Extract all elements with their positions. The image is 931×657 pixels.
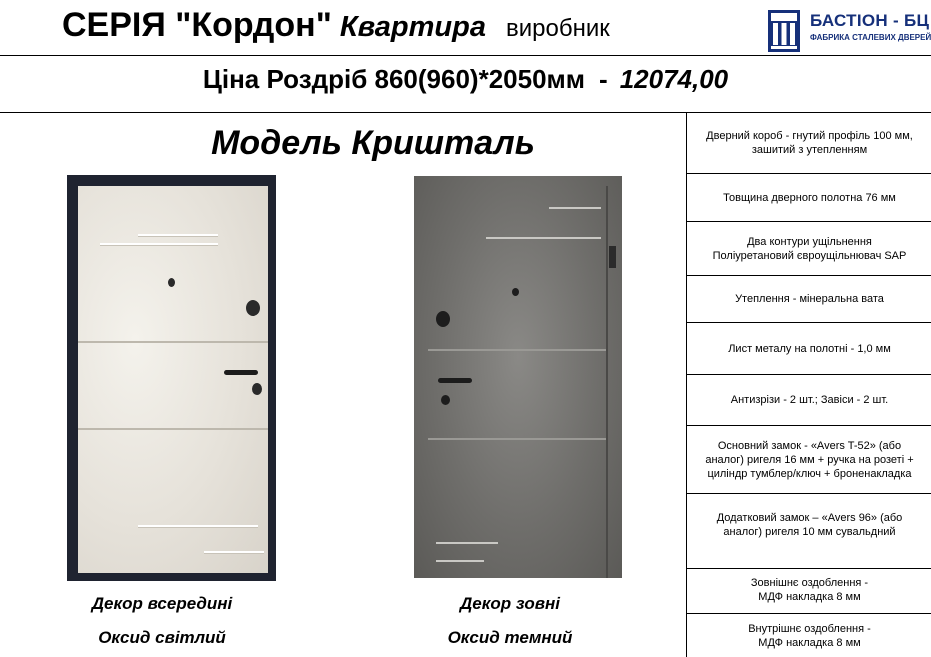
peephole-icon — [512, 288, 519, 296]
caption-inside-decor: Декор всередині — [91, 594, 233, 613]
caption-inside-color: Оксид світлий — [98, 628, 226, 647]
decor-stroke — [436, 560, 484, 562]
decor-stroke — [549, 207, 601, 209]
decor-stroke — [138, 525, 258, 527]
lock-cylinder-icon — [436, 311, 450, 327]
spec-line: аналог) ригеля 10 мм сувальдний — [723, 526, 896, 538]
model-title: Модель Кришталь — [211, 124, 535, 162]
peephole-icon — [168, 278, 175, 287]
series-type: Квартира — [339, 11, 486, 43]
spec-line: МДФ накладка 8 мм — [758, 636, 861, 649]
spec-line: Утеплення - мінеральна вата — [735, 293, 884, 305]
decor-groove — [78, 341, 268, 343]
decor-stroke — [138, 234, 218, 236]
price-value: 12074,00 — [619, 64, 729, 94]
price-line — [0, 64, 931, 95]
door-handle-icon — [438, 378, 472, 383]
spec-line: Дверний короб - гнутий профіль 100 мм, — [706, 130, 913, 142]
spec-line: Товщина дверного полотна 76 мм — [723, 191, 896, 204]
logo-title: БАСТІОН - БЦ — [810, 11, 930, 30]
lock-cylinder-icon — [246, 300, 260, 316]
decor-groove — [428, 349, 606, 351]
decor-groove — [78, 428, 268, 430]
spec-row — [687, 494, 931, 556]
price-label: Ціна Роздріб 860(960)*2050мм — [202, 64, 586, 94]
spec-row — [687, 222, 931, 275]
thumb-turn-icon — [252, 383, 262, 395]
decor-stroke — [100, 243, 218, 245]
door-handle-icon — [224, 370, 258, 375]
divider — [0, 55, 931, 56]
caption-outside-color: Оксид темний — [447, 628, 573, 647]
spec-line: Поліуретановий євроущільнювач SAP — [712, 249, 907, 262]
door-outside-image — [414, 176, 622, 578]
spec-line: зашитий з утепленням — [751, 144, 868, 156]
maker-label: виробник — [505, 15, 610, 42]
caption-outside-decor: Декор зовні — [460, 594, 560, 613]
decor-stroke — [486, 237, 601, 239]
price-dash: - — [599, 64, 608, 94]
spec-row — [687, 375, 931, 425]
hinge-icon — [609, 246, 616, 268]
spec-table — [686, 113, 931, 657]
spec-line: Зовнішнє оздоблення - — [750, 577, 869, 589]
spec-line: аналог) ригеля 16 мм + ручка на розеті + — [705, 453, 914, 466]
spec-row — [687, 276, 931, 322]
spec-row — [687, 614, 931, 657]
spec-line: циліндр тумблер/ключ + броненакладка — [707, 467, 912, 480]
spec-row — [687, 569, 931, 611]
decor-stroke — [436, 542, 498, 544]
company-logo — [768, 9, 931, 53]
spec-line: Внутрішнє оздоблення - — [748, 622, 871, 635]
spec-line: Лист металу на полотні - 1,0 мм — [728, 342, 891, 355]
spec-row — [687, 174, 931, 221]
logo-subtitle: ФАБРИКА СТАЛЕВИХ ДВЕРЕЙ — [810, 33, 931, 42]
spec-line: Додатковий замок – «Avers 96» (або — [716, 512, 903, 524]
spec-row — [687, 323, 931, 374]
spec-row — [687, 426, 931, 493]
shield-emblem-icon — [768, 10, 800, 52]
door-frame — [606, 186, 608, 578]
spec-line: МДФ накладка 8 мм — [758, 591, 861, 603]
spec-line: Основний замок - «Avers T-52» (або — [717, 439, 902, 452]
decor-groove — [428, 438, 606, 440]
door-inside-image — [67, 175, 276, 581]
spec-row — [687, 113, 931, 173]
series-prefix: СЕРІЯ "Кордон" — [62, 6, 332, 44]
thumb-turn-icon — [441, 395, 450, 405]
spec-line: Антизрізи - 2 шт.; Завіси - 2 шт. — [730, 394, 889, 406]
spec-line: Два контури ущільнення — [747, 235, 872, 248]
series-title — [62, 6, 610, 45]
door-inside-panel — [78, 186, 268, 573]
decor-stroke — [204, 551, 264, 553]
